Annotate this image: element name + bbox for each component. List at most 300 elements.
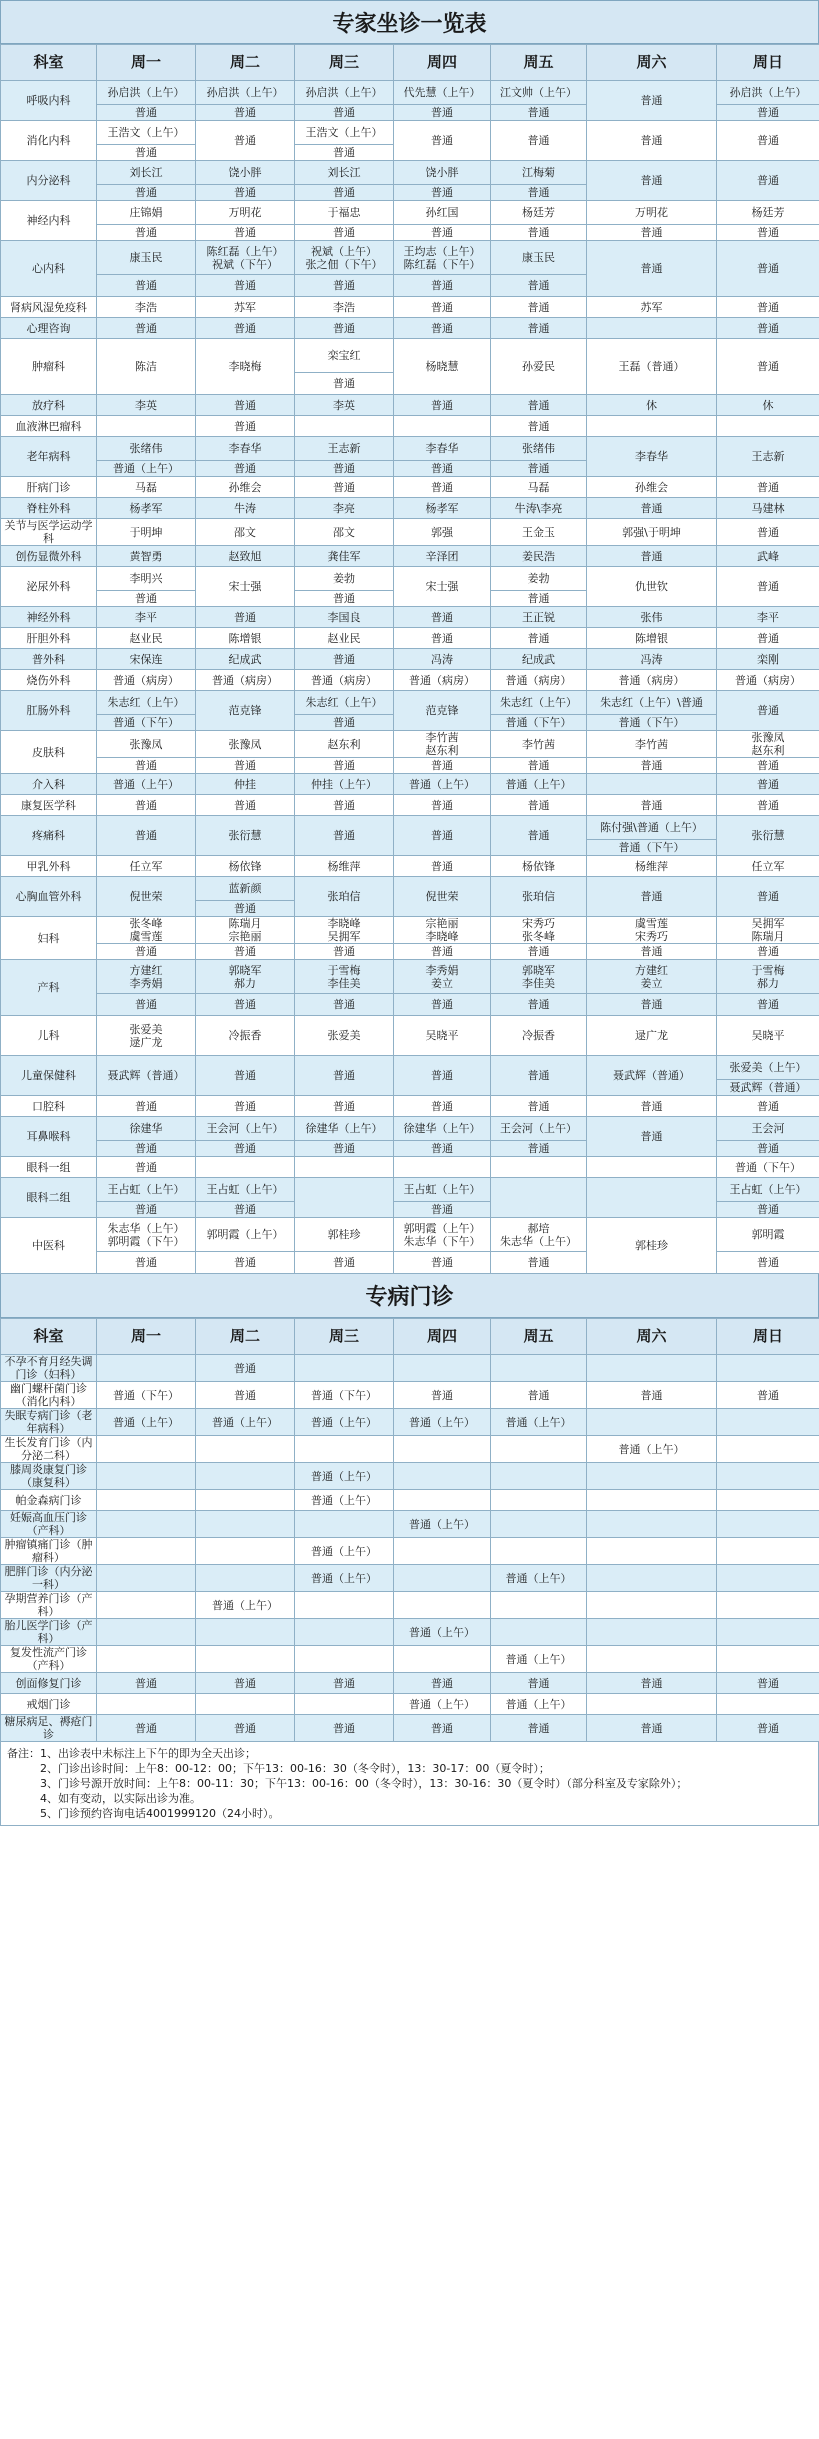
schedule-cell: 仲挂（上午） xyxy=(295,774,394,795)
schedule-cell: 孙启洪（上午） xyxy=(196,81,295,105)
schedule-cell: 李竹茜 赵东利 xyxy=(394,731,491,758)
schedule-cell xyxy=(587,1409,717,1436)
schedule-cell: 姜民浩 xyxy=(491,546,587,567)
schedule-cell: 郝培 朱志华（上午） xyxy=(491,1218,587,1252)
schedule-cell: 王志新 xyxy=(717,437,819,477)
schedule-cell: 王占虹（上午） xyxy=(196,1178,295,1202)
schedule-cell: 普通 xyxy=(717,121,819,161)
schedule-cell xyxy=(394,416,491,437)
dept-name: 失眠专病门诊（老年病科） xyxy=(1,1409,97,1436)
schedule-cell: 聂武辉（普通） xyxy=(587,1056,717,1096)
table-row xyxy=(1,670,819,691)
dept-name: 创面修复门诊 xyxy=(1,1673,97,1694)
schedule-cell: 牛涛 xyxy=(196,498,295,519)
table-row xyxy=(1,241,819,275)
schedule-cell: 陈增银 xyxy=(196,628,295,649)
schedule-cell: 李亮 xyxy=(295,498,394,519)
schedule-cell: 李竹茜 xyxy=(491,731,587,758)
schedule-cell: 仇世钦 xyxy=(587,567,717,607)
schedule-cell: 郭晓军 郝力 xyxy=(196,960,295,994)
schedule-cell: 普通 xyxy=(491,816,587,856)
schedule-cell: 李竹茜 xyxy=(587,731,717,758)
schedule-cell: 张冬峰 虞雪莲 xyxy=(97,917,196,944)
schedule-cell: 康玉民 xyxy=(491,241,587,275)
schedule-cell: 普通 xyxy=(97,591,196,607)
schedule-cell xyxy=(97,1436,196,1463)
schedule-cell: 普通 xyxy=(717,477,819,498)
schedule-cell: 普通 xyxy=(97,944,196,960)
schedule-cell: 普通 xyxy=(97,1141,196,1157)
schedule-cell: 普通 xyxy=(394,944,491,960)
schedule-cell: 普通 xyxy=(295,318,394,339)
schedule-cell: 王均志（上午） 陈红磊（下午） xyxy=(394,241,491,275)
dept-name: 中医科 xyxy=(1,1218,97,1274)
schedule-cell xyxy=(295,1511,394,1538)
column-header-day: 周二 xyxy=(196,45,295,81)
schedule-cell xyxy=(196,1157,295,1178)
schedule-cell: 普通 xyxy=(97,105,196,121)
schedule-cell: 普通 xyxy=(491,1056,587,1096)
schedule-cell: 普通（下午） xyxy=(97,715,196,731)
schedule-cell: 普通 xyxy=(295,1141,394,1157)
schedule-cell: 普通（下午） xyxy=(491,715,587,731)
schedule-cell: 王会河（上午） xyxy=(196,1117,295,1141)
schedule-cell: 普通 xyxy=(196,318,295,339)
schedule-cell xyxy=(97,1355,196,1382)
table-row xyxy=(1,1619,819,1646)
dept-name: 肝胆外科 xyxy=(1,628,97,649)
schedule-cell: 李英 xyxy=(295,395,394,416)
schedule-cell xyxy=(196,1565,295,1592)
schedule-cell: 普通 xyxy=(394,795,491,816)
column-header-day: 周三 xyxy=(295,45,394,81)
schedule-cell: 普通 xyxy=(717,758,819,774)
schedule-cell xyxy=(196,1436,295,1463)
schedule-cell: 饶小胖 xyxy=(196,161,295,185)
schedule-cell: 普通（病房） xyxy=(717,670,819,691)
schedule-cell: 普通 xyxy=(491,395,587,416)
schedule-cell: 王志新 xyxy=(295,437,394,461)
schedule-cell xyxy=(717,1409,819,1436)
schedule-cell xyxy=(97,1694,196,1715)
schedule-cell: 普通 xyxy=(97,994,196,1016)
dept-name: 老年病科 xyxy=(1,437,97,477)
schedule-cell: 陈红磊（上午） 祝斌（下午） xyxy=(196,241,295,275)
schedule-cell: 李春华 xyxy=(196,437,295,461)
schedule-cell: 邵文 xyxy=(196,519,295,546)
schedule-cell: 李浩 xyxy=(295,297,394,318)
schedule-cell: 普通 xyxy=(97,318,196,339)
schedule-cell: 普通（上午） xyxy=(491,1565,587,1592)
table-row xyxy=(1,318,819,339)
dept-name: 产科 xyxy=(1,960,97,1016)
schedule-cell: 普通 xyxy=(587,241,717,297)
schedule-cell: 赵业民 xyxy=(295,628,394,649)
schedule-cell xyxy=(587,1592,717,1619)
dept-name: 口腔科 xyxy=(1,1096,97,1117)
schedule-cell: 普通 xyxy=(97,1096,196,1117)
schedule-cell xyxy=(97,1463,196,1490)
schedule-cell: 孙红国 xyxy=(394,201,491,225)
schedule-cell: 李平 xyxy=(97,607,196,628)
schedule-cell: 普通 xyxy=(196,185,295,201)
schedule-cell xyxy=(97,1646,196,1673)
schedule-cell xyxy=(491,1490,587,1511)
schedule-cell: 普通 xyxy=(196,994,295,1016)
schedule-cell: 普通（上午） xyxy=(587,1436,717,1463)
schedule-cell: 普通 xyxy=(587,1673,717,1694)
table-row-sub xyxy=(1,994,819,1016)
schedule-cell: 普通 xyxy=(295,1096,394,1117)
schedule-cell: 普通 xyxy=(491,225,587,241)
schedule-cell: 普通（病房） xyxy=(491,670,587,691)
schedule-cell: 普通 xyxy=(491,1096,587,1117)
dept-name: 康复医学科 xyxy=(1,795,97,816)
schedule-cell: 普通 xyxy=(491,461,587,477)
schedule-cell: 普通 xyxy=(97,1157,196,1178)
table-row xyxy=(1,1436,819,1463)
schedule-cell: 冷振香 xyxy=(491,1016,587,1056)
schedule-cell: 普通 xyxy=(491,758,587,774)
schedule-cell: 普通 xyxy=(491,1673,587,1694)
schedule-cell xyxy=(394,1463,491,1490)
dept-name: 呼吸内科 xyxy=(1,81,97,121)
table-row xyxy=(1,1511,819,1538)
schedule-cell: 普通（上午） xyxy=(295,1409,394,1436)
schedule-cell: 徐建华 xyxy=(97,1117,196,1141)
schedule-cell xyxy=(97,1565,196,1592)
schedule-cell: 方建红 姜立 xyxy=(587,960,717,994)
schedule-cell: 普通 xyxy=(196,461,295,477)
schedule-cell xyxy=(491,1178,587,1218)
schedule-cell: 王占虹（上午） xyxy=(717,1178,819,1202)
schedule-cell: 普通 xyxy=(196,607,295,628)
table-row xyxy=(1,917,819,944)
schedule-cell: 陈瑞月 宗艳丽 xyxy=(196,917,295,944)
schedule-cell: 普通（下午） xyxy=(295,1382,394,1409)
schedule-cell: 赵业民 xyxy=(97,628,196,649)
schedule-cell: 普通 xyxy=(394,1673,491,1694)
schedule-cell xyxy=(587,1538,717,1565)
schedule-cell: 普通 xyxy=(196,1715,295,1742)
schedule-cell: 普通 xyxy=(394,628,491,649)
table-row xyxy=(1,339,819,373)
schedule-cell xyxy=(196,1511,295,1538)
schedule-cell: 普通（上午） xyxy=(97,1409,196,1436)
schedule-cell: 普通 xyxy=(491,275,587,297)
dept-name: 甲乳外科 xyxy=(1,856,97,877)
schedule-cell: 普通 xyxy=(717,297,819,318)
schedule-cell: 普通 xyxy=(717,994,819,1016)
schedule-cell: 赵东利 xyxy=(295,731,394,758)
schedule-cell xyxy=(587,1646,717,1673)
column-header-day: 周六 xyxy=(587,45,717,81)
schedule-cell: 郭强 xyxy=(394,519,491,546)
schedule-cell: 普通 xyxy=(587,994,717,1016)
schedule-cell: 普通（上午） xyxy=(196,1592,295,1619)
schedule-cell: 普通 xyxy=(196,1056,295,1096)
dept-name: 妇科 xyxy=(1,917,97,960)
dept-name: 帕金森病门诊 xyxy=(1,1490,97,1511)
schedule-cell: 万明花 xyxy=(587,201,717,225)
schedule-cell: 张豫凤 xyxy=(97,731,196,758)
schedule-cell: 虞雪莲 宋秀巧 xyxy=(587,917,717,944)
schedule-cell: 于雪梅 郝力 xyxy=(717,960,819,994)
schedule-cell: 普通 xyxy=(196,758,295,774)
dept-name: 幽门螺杆菌门诊（消化内科） xyxy=(1,1382,97,1409)
schedule-cell xyxy=(196,1538,295,1565)
table-row xyxy=(1,1382,819,1409)
schedule-cell: 孙维会 xyxy=(196,477,295,498)
table-row xyxy=(1,856,819,877)
schedule-cell: 方建红 李秀娟 xyxy=(97,960,196,994)
schedule-cell: 邵文 xyxy=(295,519,394,546)
schedule-cell: 普通（上午） xyxy=(394,1409,491,1436)
schedule-cell: 李春华 xyxy=(394,437,491,461)
schedule-cell: 普通 xyxy=(295,1056,394,1096)
schedule-cell: 普通 xyxy=(394,816,491,856)
schedule-tables xyxy=(0,44,819,1742)
schedule-cell: 倪世荣 xyxy=(97,877,196,917)
schedule-cell: 张爱美（上午） xyxy=(717,1056,819,1080)
table-row xyxy=(1,519,819,546)
table-row xyxy=(1,201,819,225)
schedule-cell: 徐建华（上午） xyxy=(394,1117,491,1141)
schedule-cell: 朱志华（上午） 郭明霞（下午） xyxy=(97,1218,196,1252)
schedule-cell: 普通（病房） xyxy=(97,670,196,691)
table-row xyxy=(1,416,819,437)
schedule-cell: 吴晓平 xyxy=(717,1016,819,1056)
schedule-cell: 仲挂 xyxy=(196,774,295,795)
table-row xyxy=(1,1565,819,1592)
table-row xyxy=(1,1463,819,1490)
dept-name: 放疗科 xyxy=(1,395,97,416)
schedule-cell xyxy=(196,1694,295,1715)
schedule-cell: 普通（上午） xyxy=(394,1619,491,1646)
schedule-cell: 栾刚 xyxy=(717,649,819,670)
table-row xyxy=(1,816,819,840)
table-row xyxy=(1,731,819,758)
table-row xyxy=(1,877,819,901)
schedule-cell xyxy=(717,1490,819,1511)
schedule-cell xyxy=(394,1157,491,1178)
table-row xyxy=(1,1218,819,1252)
schedule-cell: 普通 xyxy=(97,225,196,241)
schedule-cell: 普通（上午） xyxy=(491,1694,587,1715)
schedule-cell: 普通 xyxy=(97,1202,196,1218)
schedule-cell: 普通 xyxy=(717,519,819,546)
schedule-cell: 普通 xyxy=(717,161,819,201)
schedule-cell: 苏军 xyxy=(587,297,717,318)
table-row xyxy=(1,607,819,628)
dept-name: 孕期营养门诊（产科） xyxy=(1,1592,97,1619)
schedule-cell: 王浩文（上午） xyxy=(97,121,196,145)
schedule-cell xyxy=(587,1619,717,1646)
schedule-cell: 普通 xyxy=(394,185,491,201)
schedule-cell: 普通 xyxy=(394,477,491,498)
schedule-cell: 刘长江 xyxy=(295,161,394,185)
schedule-cell: 普通 xyxy=(394,856,491,877)
table-row xyxy=(1,1592,819,1619)
schedule-cell: 普通 xyxy=(394,275,491,297)
schedule-cell: 朱志红（上午）\普通 xyxy=(587,691,717,715)
schedule-cell: 辛泽团 xyxy=(394,546,491,567)
schedule-cell: 于雪梅 李佳美 xyxy=(295,960,394,994)
schedule-cell: 逯广龙 xyxy=(587,1016,717,1056)
schedule-cell: 王占虹（上午） xyxy=(97,1178,196,1202)
schedule-cell: 普通 xyxy=(295,461,394,477)
schedule-cell: 普通 xyxy=(587,1096,717,1117)
schedule-cell: 张衍慧 xyxy=(717,816,819,856)
schedule-cell xyxy=(394,1646,491,1673)
note-line: 备注：1、出诊表中未标注上下午的即为全天出诊； xyxy=(7,1747,256,1760)
schedule-cell xyxy=(491,1538,587,1565)
schedule-cell: 普通（上午） xyxy=(295,1538,394,1565)
schedule-cell: 普通 xyxy=(394,758,491,774)
column-header-day: 周二 xyxy=(196,1319,295,1355)
schedule-cell: 普通 xyxy=(587,225,717,241)
schedule-cell: 孙启洪（上午） xyxy=(97,81,196,105)
expert-schedule-table xyxy=(0,44,819,1274)
schedule-cell xyxy=(97,1538,196,1565)
schedule-cell: 普通（上午） xyxy=(97,774,196,795)
schedule-cell xyxy=(717,1646,819,1673)
table-row xyxy=(1,1096,819,1117)
special-clinic-table xyxy=(0,1318,819,1742)
schedule-cell: 普通 xyxy=(295,1715,394,1742)
schedule-cell: 普通 xyxy=(97,795,196,816)
schedule-cell xyxy=(587,318,717,339)
schedule-cell: 郭明霞（上午） 朱志华（下午） xyxy=(394,1218,491,1252)
schedule-cell: 普通 xyxy=(587,944,717,960)
schedule-cell xyxy=(491,1436,587,1463)
schedule-cell: 朱志红（上午） xyxy=(491,691,587,715)
schedule-cell: 普通（下午） xyxy=(587,715,717,731)
table-row xyxy=(1,1694,819,1715)
schedule-cell: 普通 xyxy=(196,944,295,960)
schedule-cell: 普通 xyxy=(394,1096,491,1117)
schedule-cell: 普通 xyxy=(394,1202,491,1218)
schedule-cell: 姜勃 xyxy=(491,567,587,591)
schedule-cell: 普通 xyxy=(394,297,491,318)
schedule-cell: 普通 xyxy=(295,1252,394,1274)
dept-name: 肾病风湿免疫科 xyxy=(1,297,97,318)
schedule-cell: 普通 xyxy=(491,1382,587,1409)
schedule-cell: 普通 xyxy=(196,105,295,121)
schedule-cell: 普通 xyxy=(587,121,717,161)
schedule-cell: 普通（上午） xyxy=(196,1409,295,1436)
schedule-cell: 孙启洪（上午） xyxy=(717,81,819,105)
schedule-cell: 普通 xyxy=(491,1141,587,1157)
schedule-cell: 宋保连 xyxy=(97,649,196,670)
table-row-sub xyxy=(1,944,819,960)
dept-name: 创伤显微外科 xyxy=(1,546,97,567)
schedule-cell: 杨孝军 xyxy=(394,498,491,519)
schedule-cell: 李秀娟 姜立 xyxy=(394,960,491,994)
schedule-cell: 普通 xyxy=(587,81,717,121)
schedule-cell: 普通 xyxy=(717,877,819,917)
schedule-cell: 杨依锋 xyxy=(491,856,587,877)
schedule-cell: 刘长江 xyxy=(97,161,196,185)
dept-name: 膝周炎康复门诊（康复科） xyxy=(1,1463,97,1490)
schedule-cell: 普通 xyxy=(295,105,394,121)
schedule-cell: 普通 xyxy=(295,944,394,960)
page-title: 专家坐诊一览表 xyxy=(0,0,819,44)
schedule-cell: 张衍慧 xyxy=(196,816,295,856)
schedule-cell: 普通 xyxy=(717,105,819,121)
schedule-cell: 普通 xyxy=(97,185,196,201)
dept-name: 泌尿外科 xyxy=(1,567,97,607)
dept-name: 糖尿病足、褥疮门诊 xyxy=(1,1715,97,1742)
schedule-cell: 马建林 xyxy=(717,498,819,519)
dept-name: 戒烟门诊 xyxy=(1,1694,97,1715)
table-row xyxy=(1,1490,819,1511)
schedule-cell: 宗艳丽 李晓峰 xyxy=(394,917,491,944)
schedule-cell: 普通 xyxy=(295,477,394,498)
schedule-cell xyxy=(295,1619,394,1646)
table-row xyxy=(1,161,819,185)
schedule-cell: 普通 xyxy=(196,1382,295,1409)
schedule-cell: 马磊 xyxy=(491,477,587,498)
dept-name: 介入科 xyxy=(1,774,97,795)
schedule-cell: 普通（上午） xyxy=(394,774,491,795)
schedule-cell: 普通（上午） xyxy=(394,1511,491,1538)
section-title: 专病门诊 xyxy=(0,1274,819,1318)
schedule-cell: 王磊（普通） xyxy=(587,339,717,395)
dept-name: 胎儿医学门诊（产科） xyxy=(1,1619,97,1646)
schedule-cell: 宋士强 xyxy=(394,567,491,607)
schedule-cell: 普通（病房） xyxy=(196,670,295,691)
schedule-cell xyxy=(717,416,819,437)
schedule-cell: 普通 xyxy=(717,1141,819,1157)
schedule-cell: 普通 xyxy=(491,994,587,1016)
schedule-cell xyxy=(587,1511,717,1538)
table-row xyxy=(1,774,819,795)
schedule-cell xyxy=(196,1463,295,1490)
schedule-cell: 苏军 xyxy=(196,297,295,318)
table-row xyxy=(1,546,819,567)
table-row xyxy=(1,477,819,498)
schedule-cell: 普通 xyxy=(717,691,819,731)
schedule-cell: 聂武辉（普通） xyxy=(717,1080,819,1096)
schedule-cell xyxy=(295,1592,394,1619)
schedule-cell: 普通 xyxy=(717,567,819,607)
table-row-sub xyxy=(1,758,819,774)
schedule-cell: 普通 xyxy=(196,795,295,816)
schedule-cell: 普通 xyxy=(491,591,587,607)
schedule-cell: 普通 xyxy=(196,1141,295,1157)
schedule-cell: 万明花 xyxy=(196,201,295,225)
schedule-cell: 普通 xyxy=(717,225,819,241)
schedule-cell: 蓝新颜 xyxy=(196,877,295,901)
schedule-cell xyxy=(196,1619,295,1646)
schedule-cell: 冯涛 xyxy=(587,649,717,670)
schedule-cell: 郭桂珍 xyxy=(587,1218,717,1274)
schedule-cell: 普通 xyxy=(491,628,587,649)
schedule-cell xyxy=(587,416,717,437)
schedule-cell: 普通 xyxy=(394,607,491,628)
dept-name: 关节与医学运动学科 xyxy=(1,519,97,546)
dept-name: 眼科一组 xyxy=(1,1157,97,1178)
schedule-cell: 杨晓慧 xyxy=(394,339,491,395)
schedule-cell xyxy=(295,1157,394,1178)
schedule-cell: 普通 xyxy=(717,1382,819,1409)
schedule-cell: 普通 xyxy=(295,795,394,816)
schedule-cell: 张绪伟 xyxy=(97,437,196,461)
schedule-cell xyxy=(717,1436,819,1463)
schedule-cell xyxy=(394,1565,491,1592)
schedule-cell: 普通 xyxy=(196,1252,295,1274)
